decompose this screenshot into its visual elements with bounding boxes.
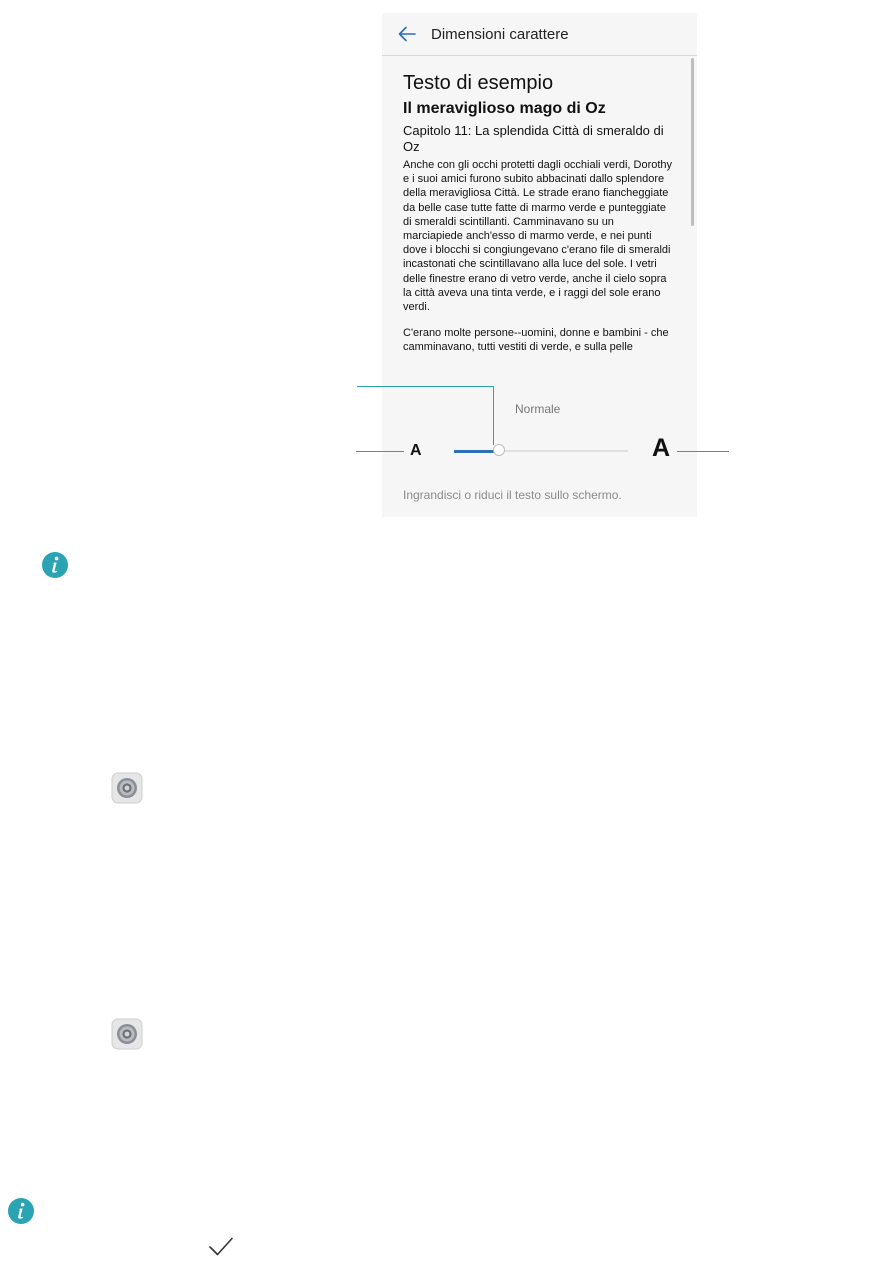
callout-line-vertical	[493, 386, 494, 445]
sample-text-preview	[403, 71, 675, 367]
settings-icon	[111, 1018, 143, 1050]
large-font-label: A	[652, 434, 671, 462]
settings-icon	[111, 772, 143, 804]
slider-thumb[interactable]	[493, 444, 505, 456]
preview-book-title: Il meraviglioso mago di Oz	[403, 100, 606, 117]
font-size-settings-screen	[382, 13, 697, 517]
font-size-hint: Ingrandisci o riduci il testo sullo schermo.	[403, 488, 622, 502]
callout-line-left	[356, 451, 404, 452]
info-icon	[7, 1197, 35, 1225]
small-font-label: A	[410, 442, 422, 459]
preview-paragraph: Anche con gli occhi protetti dagli occhiali verdi, Dorothy e i suoi amici furono subito abbacinati dallo splendore della meravigliosa Città. Le strade erano fiancheggiate da belle case tutte fatte di marmo verde e punteggiate di smeraldi scintillanti. Camminavano su un marciapiede anch'esso di marmo verde, e nei punti dove i blocchi si congiungevano c'erano file di smeraldi incastonati che scintillavano alla luce del sole. I vetri delle finestre erano di vetro verde, anche il cielo sopra la città aveva una tinta verde, e i raggi del sole erano verdi.	[403, 159, 673, 314]
preview-chapter: Capitolo 11: La splendida Città di smeraldo di Oz	[403, 123, 664, 154]
callout-line-right	[677, 451, 729, 452]
page-title: Dimensioni carattere	[431, 26, 569, 43]
title-bar	[382, 13, 697, 56]
callout-line-horizontal-top	[357, 386, 494, 387]
preview-heading: Testo di esempio	[403, 72, 554, 94]
font-size-level-label: Normale	[515, 402, 561, 416]
back-arrow-icon[interactable]	[397, 24, 417, 44]
preview-paragraph: C'erano molte persone--uomini, donne e bambini - che camminavano, tutti vestiti di verde, e sulla pelle	[403, 327, 669, 354]
checkmark-icon	[208, 1236, 234, 1258]
font-size-slider[interactable]	[454, 450, 628, 452]
info-icon	[41, 551, 69, 579]
preview-scrollbar[interactable]	[691, 58, 694, 226]
